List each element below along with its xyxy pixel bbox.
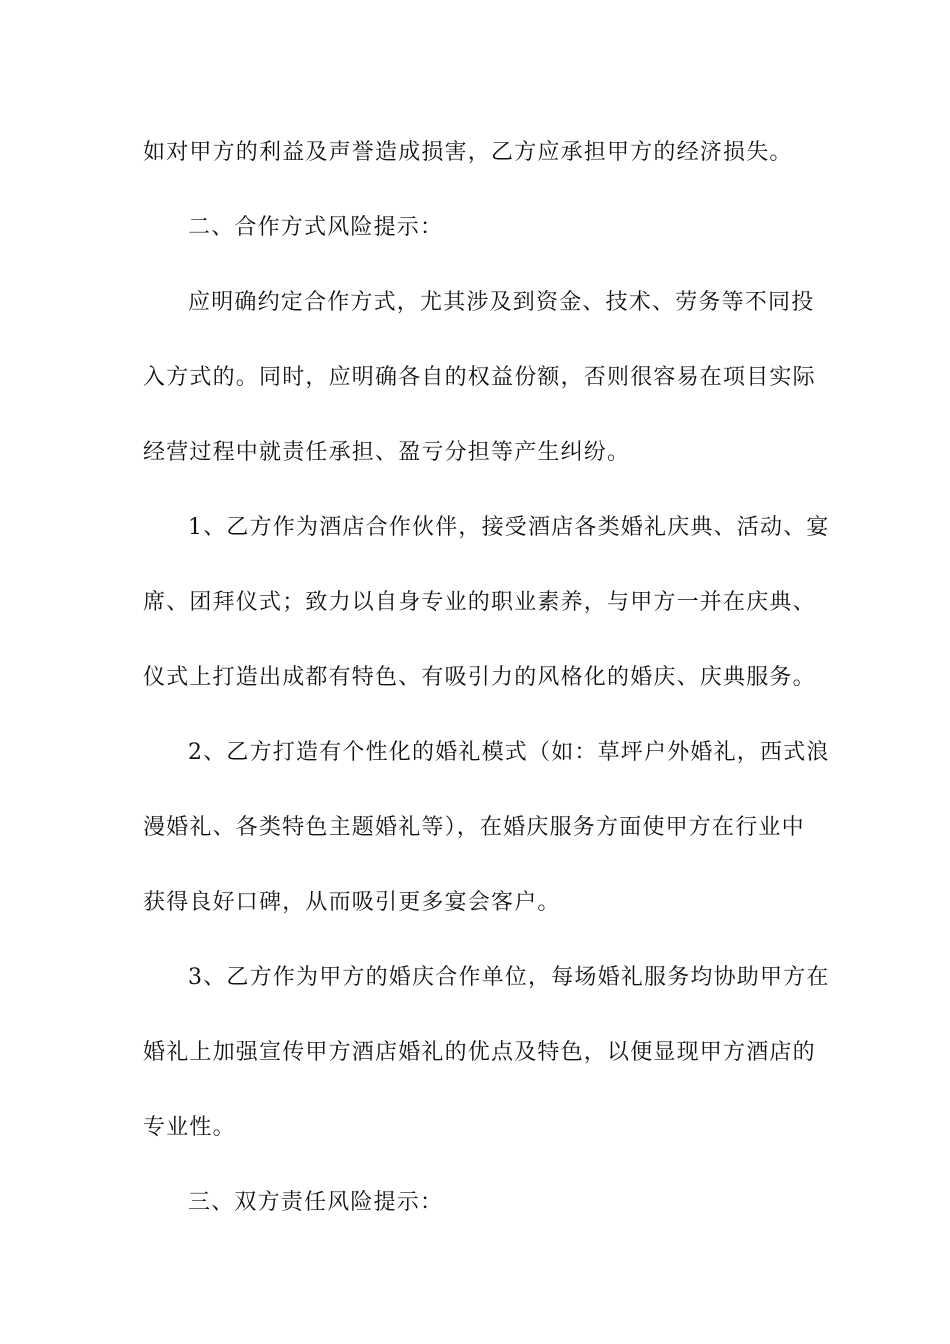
text-line: 专业性。 xyxy=(143,1115,236,1140)
text-line: 仪式上打造出成都有特色、有吸引力的风格化的婚庆、庆典服务。 xyxy=(143,665,816,690)
list-item-line: 2、乙方打造有个性化的婚礼模式（如：草坪户外婚礼，西式浪 xyxy=(188,740,830,765)
text-line: 席、团拜仪式；致力以自身专业的职业素养，与甲方一并在庆典、 xyxy=(143,590,816,615)
text-line: 如对甲方的利益及声誉造成损害，乙方应承担甲方的经济损失。 xyxy=(143,140,793,165)
text-line: 婚礼上加强宣传甲方酒店婚礼的优点及特色，以便显现甲方酒店的 xyxy=(143,1040,816,1065)
section-heading: 三、双方责任风险提示： xyxy=(188,1190,444,1215)
text-line: 入方式的。同时，应明确各自的权益份额，否则很容易在项目实际 xyxy=(143,365,816,390)
list-item-line: 1、乙方作为酒店合作伙伴，接受酒店各类婚礼庆典、活动、宴 xyxy=(188,515,830,540)
list-item-line: 3、乙方作为甲方的婚庆合作单位，每场婚礼服务均协助甲方在 xyxy=(188,965,830,990)
text-line: 应明确约定合作方式，尤其涉及到资金、技术、劳务等不同投 xyxy=(188,290,815,315)
text-line: 经营过程中就责任承担、盈亏分担等产生纠纷。 xyxy=(143,440,631,465)
text-line: 漫婚礼、各类特色主题婚礼等），在婚庆服务方面使甲方在行业中 xyxy=(143,815,805,840)
text-line: 获得良好口碑，从而吸引更多宴会客户。 xyxy=(143,890,561,915)
section-heading: 二、合作方式风险提示： xyxy=(188,215,444,240)
